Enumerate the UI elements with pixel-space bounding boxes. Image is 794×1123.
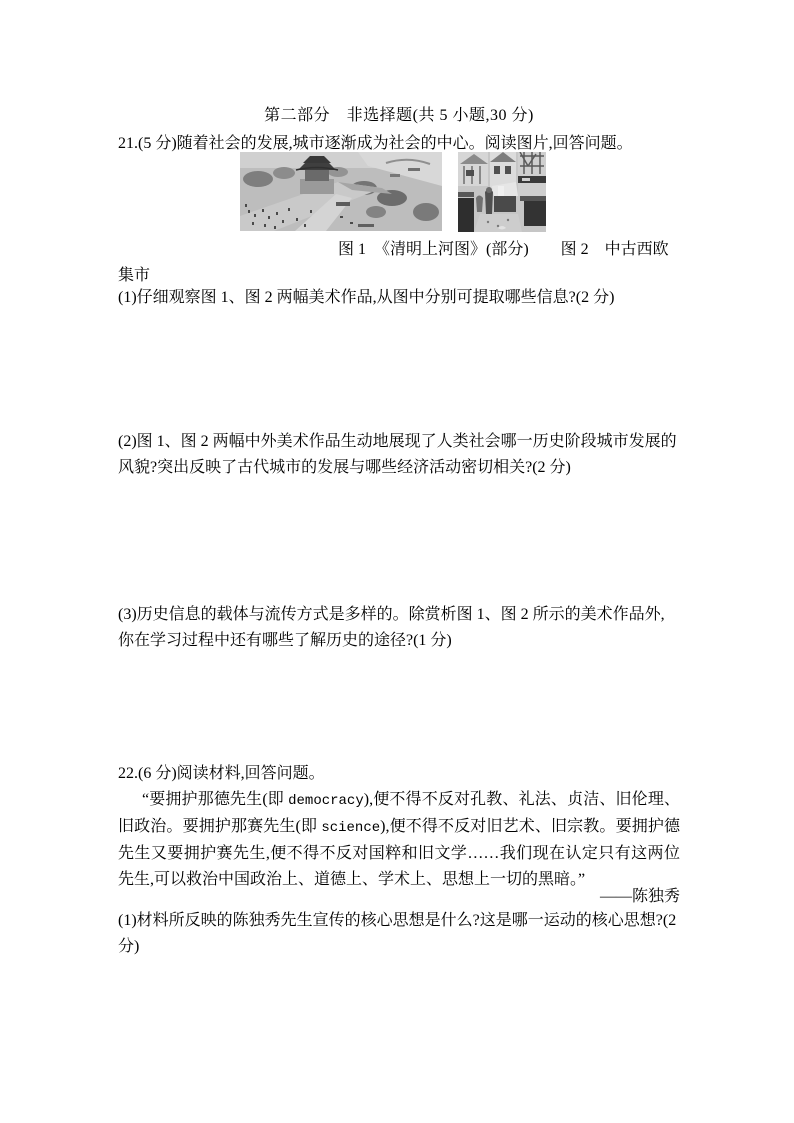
figure2-medieval-market-image <box>458 152 546 232</box>
medieval-market-drawing <box>458 152 546 232</box>
qingming-scroll-drawing <box>240 152 442 231</box>
quote-attribution: ——陈独秀 <box>599 888 680 905</box>
question-21-sub2: (2)图 1、图 2 两幅中外美术作品生动地展现了人类社会哪一历史阶段城市发展的风貌?突出反映了古代城市的发展与哪些经济活动密切相关?(2 分) <box>118 433 677 476</box>
figures-row <box>240 152 546 232</box>
figure1-qingming-scroll-image <box>240 152 442 231</box>
quote-english-term-science: science <box>321 820 381 836</box>
quote-segment-2: ),便不得不反对孔教、礼法、贞洁、旧伦理、旧政治。要拥护那赛先生(即 <box>118 791 680 835</box>
quote-english-term-democracy: democracy <box>288 793 364 809</box>
section-header: 第二部分 非选择题(共 5 小题,30 分) <box>264 107 534 124</box>
figure-captions: 图 1 《清明上河图》(部分) 图 2 中古西欧集市 <box>118 241 669 284</box>
question-22-intro: 22.(6 分)阅读材料,回答问题。 <box>118 765 325 782</box>
question-21-sub1: (1)仔细观察图 1、图 2 两幅美术作品,从图中分别可提取哪些信息?(2 分) <box>118 289 615 306</box>
quote-segment-3: ),便不得不反对旧艺术、旧宗教。要拥护德先生又要拥护赛先生,便不得不反对国粹和旧文学……我们现在认定只有这两位先生,可以救治中国政治上、道德上、学术上、思想上一切的黑暗。” <box>118 818 680 888</box>
question-21-intro: 21.(5 分)随着社会的发展,城市逐渐成为社会的中心。阅读图片,回答问题。 <box>118 135 633 152</box>
question-22-material-quote <box>118 787 680 893</box>
question-22-sub1: (1)材料所反映的陈独秀先生宣传的核心思想是什么?这是哪一运动的核心思想?(2 分) <box>118 912 677 955</box>
question-21-sub3: (3)历史信息的载体与流传方式是多样的。除赏析图 1、图 2 所示的美术作品外,你在学习过程中还有哪些了解历史的途径?(1 分) <box>118 606 665 649</box>
quote-segment-1: “要拥护那德先生(即 <box>142 791 289 808</box>
